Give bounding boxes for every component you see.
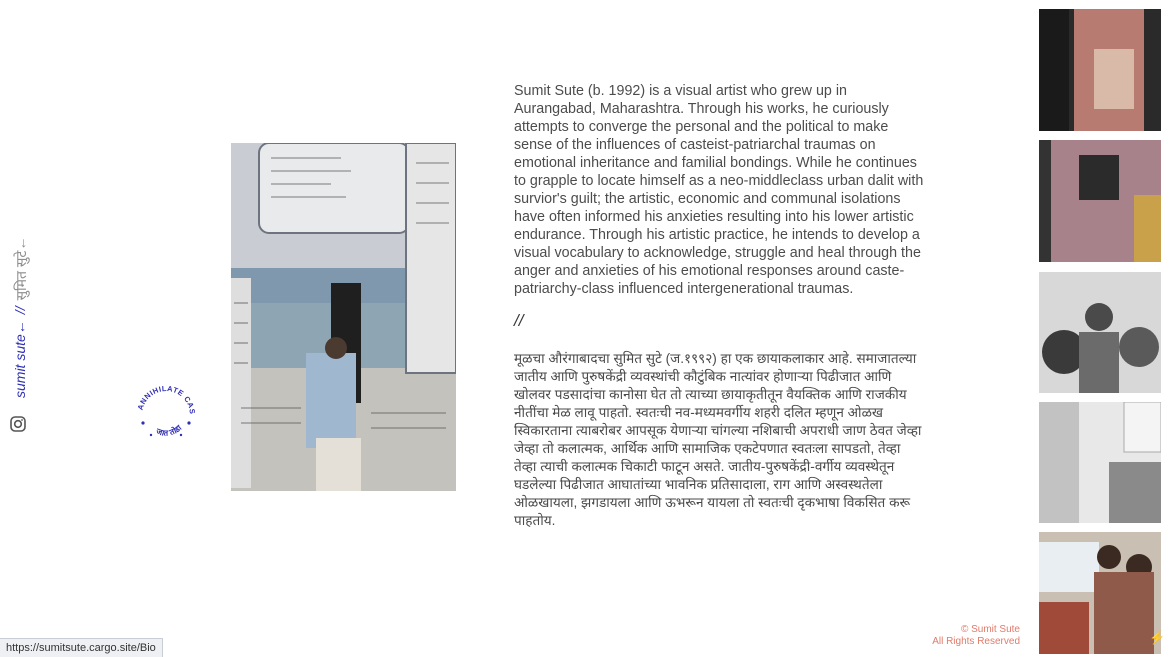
arrow-icon: ← bbox=[13, 236, 29, 251]
svg-text:ANNIHILATE CASTE bbox=[134, 383, 197, 415]
bio-marathi: मूळचा औरंगाबादचा सुमित सुटे (ज.१९९२) हा एक छायाकलाकार आहे. समाजातल्या जातीय आणि पुरुषकेंद्री व्यवस्थांची कौटुंबिक नात्यांवर होणाऱ्या पिढीजात आणि खोलवर पडसादांचा कानोसा घेत तो त्याच्या छायाकृतीतून वैयक्तिक आणि राजकीय नीतींचा मेळ लावू पाहतो. स्वतःची नव-मध्यमवर्गीय शहरी दलित म्हणून ओळख स्विकारताना त्याबरोबर आपसूक येणाऱ्या चांगल्या नशिबाची अपराधी जाण ठेवत जेव्हा जेव्हा तो कलात्मक, आर्थिक आणि सामाजिक एकटेपणात स्वतःला सापडतो, तेव्हा तेव्हा त्याची कलात्मक चिकाटी फाटून असते. जातीय-पुरुषकेंद्री-वर्गीय व्यवस्थेतून घडलेल्या पिढीजात आघातांच्या भावनिक प्रतिसादाला, राग आणि अस्वस्थतेला ओळखायला, झगडायला आणि ऊभरून यायला तो स्वतःची दृकभाषा विकसित करू पाहतोय. bbox=[514, 351, 922, 528]
site-name-mr: सुमित सुटे bbox=[13, 250, 29, 301]
annihilate-caste-stamp bbox=[134, 383, 198, 447]
vertical-nav bbox=[8, 222, 30, 402]
instagram-icon[interactable] bbox=[10, 416, 26, 432]
bio-english: Sumit Sute (b. 1992) is a visual artist who grew up in Aurangabad, Maharashtra. Through his works, he curiously attempts to converge the personal and the political to make sense of the influences of casteist-patriarchal traumas on emotional inheritance and familial bondings. While he continues to grapple to locate himself as a neo-middleclass urban dalit with survior's guilt; the artistic, economic and communal isolations have often informed his anxieties resulting into his lower artistic endurance. Through his artistic practice, he intends to develop a visual vocabulary to acknowledge, struggle and heal through the anger and anxieties of his emotional responses around caste-patriarchy-class influenced intergenerational traumas. bbox=[514, 83, 924, 297]
artwork-photo bbox=[231, 143, 456, 491]
arrow-icon: ← bbox=[12, 320, 28, 335]
site-name-link[interactable] bbox=[12, 320, 31, 398]
status-bar-url: https://sumitsute.cargo.site/Bio bbox=[0, 638, 163, 657]
stamp-text-bottom: जात तोडा bbox=[155, 423, 184, 438]
site-name-marathi-link[interactable] bbox=[12, 237, 31, 301]
site-name-en: sumit sute bbox=[12, 334, 28, 398]
nav-separator: // bbox=[12, 306, 28, 315]
thumbnail-5[interactable] bbox=[1039, 532, 1161, 654]
thumbnail-2[interactable] bbox=[1039, 140, 1161, 262]
copyright-text: © Sumit Sute bbox=[960, 624, 1020, 635]
thumbnail-3[interactable] bbox=[1039, 272, 1161, 393]
stamp-text-top: ANNIHILATE CAS bbox=[135, 383, 198, 415]
bio-section bbox=[514, 82, 924, 530]
svg-text:जात तोडा bbox=[154, 423, 184, 438]
lightning-icon[interactable]: ⚡ bbox=[1149, 630, 1166, 645]
bio-divider: // bbox=[514, 311, 524, 330]
thumbnail-4[interactable] bbox=[1039, 402, 1161, 523]
copyright-block bbox=[932, 624, 1020, 648]
rights-text: All Rights Reserved bbox=[932, 636, 1020, 647]
thumbnail-1[interactable] bbox=[1039, 9, 1161, 131]
